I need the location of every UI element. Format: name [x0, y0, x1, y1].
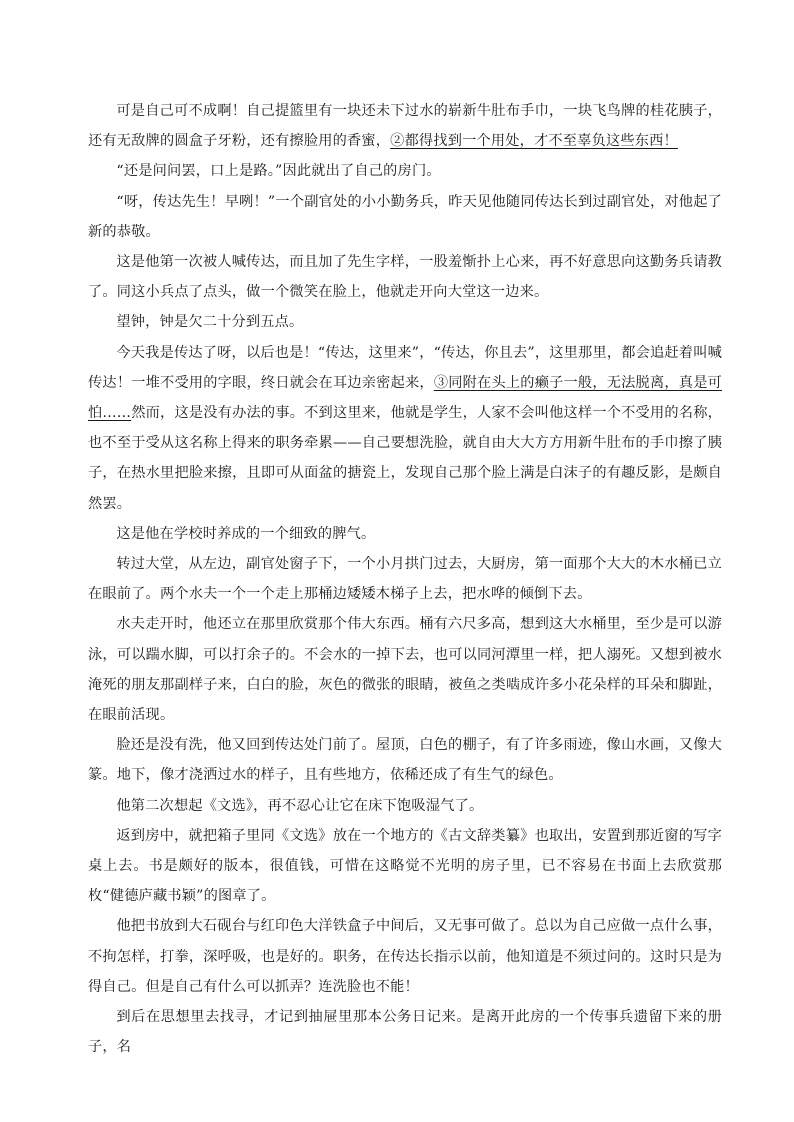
paragraph-6: [88, 338, 722, 519]
text-segment: “呀，传达先生！早咧！”一个副官处的小小勤务兵，昨天见他随同传达长到过副官处，对他起了新的恭敬。: [88, 193, 722, 240]
text-segment: 今天我是传达了呀，以后也是！“传达，这里来”，“传达，你且去”，这里那里，都会追赶着叫喊传达！一堆不受用的字眼，终日就会在耳边亲密起来，: [88, 344, 722, 391]
paragraph-4: [88, 247, 722, 307]
text-segment: 这是他在学校时养成的一个细致的脾气。: [116, 525, 376, 542]
paragraph-12: [88, 821, 722, 912]
text-segment: 返到房中，就把箱子里同《文选》放在一个地方的《古文辞类纂》也取出，安置到那近窗的写字桌上去。书是颇好的版本，很值钱，可惜在这略觉不光明的房子里，已不容易在书面上去欣赏那枚“健德庐藏书颖”的图章了。: [88, 827, 722, 905]
text-segment: 他第二次想起《文选》，再不忍心让它在床下饱吸湿气了。: [116, 797, 484, 814]
text-segment: 水夫走开时，他还立在那里欣赏那个伟大东西。桶有六尺多高，想到这大水桶里，至少是可以游泳，可以踹水脚，可以打余子的。不会水的一掉下去，也可以同河潭里一样，把人溺死。又想到被水淹死的朋友那副样子来，白白的脸，灰色的微张的眼睛，被鱼之类啮成许多小花朵样的耳朵和脚趾，在眼前活现。: [88, 616, 722, 724]
text-segment: 他把书放到大石砚台与红印色大洋铁盒子中间后，又无事可做了。总以为自己应做一点什么事，不拘怎样，打拳，深呼吸，也是好的。职务，在传达长指示以前，他知道是不须过问的。这时只是为得自己。但是自己有什么可以抓弄？连洗脸也不能！: [88, 918, 722, 995]
paragraph-10: [88, 730, 722, 790]
text-segment: 到后在思想里去找寻，才记到抽屉里那本公务日记来。是离开此房的一个传事兵遗留下来的册子，名: [88, 1009, 722, 1056]
text-segment: 转过大堂，从左边，副官处窗子下，一个小月拱门过去，大厨房，第一面那个大大的木水桶已立在眼前了。两个水夫一个一个走上那桶边矮矮木梯子上去，把水哗的倾倒下去。: [88, 556, 722, 603]
text-segment: 脸还是没有洗，他又回到传达处门前了。屋顶，白色的棚子，有了许多雨迹，像山水画，又像大篆。地下，像才浇洒过水的样子，且有些地方，依稀还成了有生气的绿色。: [88, 737, 722, 784]
text-segment: “还是问问罢，口上是路。”因此就出了自己的房门。: [116, 163, 441, 180]
paragraph-7: [88, 519, 722, 549]
underlined-sentence-2: ②都得找到一个用处，才不至辜负这些东西！: [390, 133, 678, 150]
document-page: [88, 96, 722, 1063]
text-segment: 这是他第一次被人喊传达，而且加了先生字样，一股羞惭扑上心来，再不好意思向这勤务兵请教了。同这小兵点了点头，做一个微笑在脸上，他就走开向大堂这一边来。: [88, 254, 722, 301]
paragraph-14: [88, 1002, 722, 1062]
paragraph-2: [88, 156, 722, 186]
text-segment: 然而，这是没有办法的事。不到这里来，他就是学生，人家不会叫他这样一个不受用的名称，也不至于受从这名称上得来的职务牵累——自己要想洗脸，就自由大大方方用新牛肚布的手巾擦了胰子，在热水里把脸来擦，且即可从面盆的搪瓷上，发现自己那个脸上满是白沫子的有趣反影，是颇自然罢。: [88, 405, 722, 512]
paragraph-13: [88, 911, 722, 1002]
paragraph-5: [88, 307, 722, 337]
paragraph-9: [88, 609, 722, 730]
paragraph-8: [88, 549, 722, 609]
underlined-sentence-3: ③同附在头上的癞子一般，无法脱离，真是可怕……: [88, 374, 722, 422]
paragraph-11: [88, 791, 722, 821]
text-segment: 望钟，钟是欠二十分到五点。: [116, 314, 304, 331]
text-segment: 可是自己可不成啊！自己提篮里有一块还未下过水的崭新牛肚布手巾，一块飞鸟牌的桂花胰子，还有无敌牌的圆盒子牙粉，还有擦脸用的香蜜，: [88, 103, 722, 150]
paragraph-3: [88, 187, 722, 247]
paragraph-1: [88, 96, 722, 156]
